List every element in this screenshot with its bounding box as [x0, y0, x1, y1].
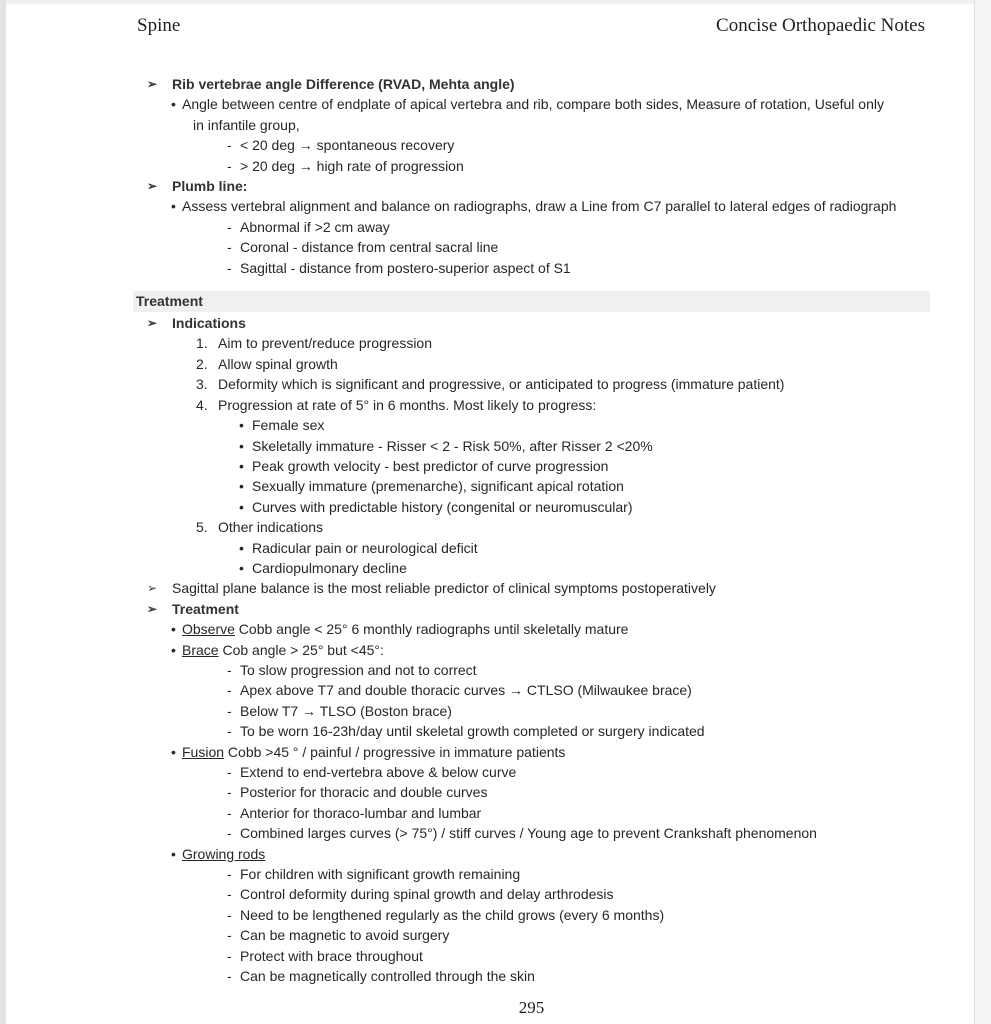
- list-item: - For children with significant growth remaining: [0, 864, 991, 884]
- list-item: 3. Deformity which is significant and progressive, or anticipated to progress (immature patient): [0, 374, 991, 394]
- number-label: 1.: [196, 335, 208, 352]
- list-item: [0, 844, 991, 864]
- list-item: - < 20 deg → spontaneous recovery: [0, 135, 991, 155]
- list-item: - Can be magnetic to avoid surgery: [0, 925, 991, 945]
- list-item: 2. Allow spinal growth: [0, 354, 991, 374]
- list-item: 1. Aim to prevent/reduce progression: [0, 333, 991, 353]
- number-label: 3.: [196, 376, 208, 393]
- list-item: ➢ Treatment: [0, 599, 991, 619]
- list-item: - Abnormal if >2 cm away: [0, 217, 991, 237]
- list-item: - Combined larges curves (> 75°) / stiff curves / Young age to prevent Crankshaft phenomenon: [0, 823, 991, 843]
- dash-bullet-icon: -: [227, 218, 232, 235]
- arrow-bullet-icon: ➢: [147, 316, 158, 331]
- dash-bullet-icon: -: [227, 927, 232, 944]
- list-item: - Can be magnetically controlled through the skin: [0, 966, 991, 986]
- section-heading-treatment: Treatment: [133, 291, 930, 312]
- dot-bullet-icon: •: [239, 417, 244, 434]
- dash-bullet-icon: -: [227, 661, 232, 678]
- list-item: - Anterior for thoraco-lumbar and lumbar: [0, 803, 991, 823]
- arrow-bullet-icon: ➢: [147, 77, 158, 91]
- list-item: • Female sex: [0, 415, 991, 435]
- list-item: • Assess vertebral alignment and balance on radiographs, draw a Line from C7 parallel to lateral edges of radiograph: [0, 196, 991, 216]
- dash-bullet-icon: -: [227, 906, 232, 923]
- dot-bullet-icon: •: [171, 641, 176, 658]
- dash-bullet-icon: -: [227, 137, 232, 154]
- underlined-lead-text: Fusion Cobb >45 ° / painful / progressive in immature patients: [182, 743, 566, 760]
- dot-bullet-icon: •: [239, 559, 244, 576]
- list-item: - Sagittal - distance from postero-superior aspect of S1: [0, 258, 991, 278]
- page-number: 295: [518, 998, 545, 1017]
- list-item: • Peak growth velocity - best predictor of curve progression: [0, 456, 991, 476]
- list-item: ➢ Plumb line:: [0, 176, 991, 196]
- dot-bullet-icon: •: [171, 743, 176, 760]
- list-item: [0, 742, 991, 762]
- document-header: [137, 15, 925, 37]
- dash-bullet-icon: -: [227, 157, 232, 174]
- page-edge-top: [0, 0, 991, 4]
- arrow-bullet-icon: ➢: [147, 601, 158, 616]
- dash-bullet-icon: -: [227, 947, 232, 964]
- list-item: - Control deformity during spinal growth and delay arthrodesis: [0, 884, 991, 904]
- list-item: [0, 640, 991, 660]
- dash-bullet-icon: -: [227, 825, 232, 842]
- list-item: • Radicular pain or neurological deficit: [0, 538, 991, 558]
- dot-bullet-icon: •: [239, 457, 244, 474]
- list-item: 4. Progression at rate of 5° in 6 months. Most likely to progress:: [0, 395, 991, 415]
- arrow-bullet-icon: ➢: [147, 581, 158, 596]
- dash-bullet-icon: -: [227, 804, 232, 821]
- dot-bullet-icon: •: [171, 96, 176, 113]
- dash-bullet-icon: -: [227, 764, 232, 780]
- dash-bullet-icon: -: [227, 682, 232, 699]
- number-label: 5.: [196, 519, 208, 536]
- dot-bullet-icon: •: [171, 845, 176, 862]
- underlined-lead-text: Brace Cob angle > 25° but <45°:: [182, 641, 384, 658]
- number-label: 4.: [196, 396, 208, 413]
- dot-bullet-icon: •: [239, 437, 244, 454]
- list-item: • Curves with predictable history (congenital or neuromuscular): [0, 497, 991, 517]
- number-label: 2.: [196, 355, 208, 372]
- dash-bullet-icon: -: [227, 784, 232, 801]
- list-item: 5. Other indications: [0, 517, 991, 537]
- dash-bullet-icon: -: [227, 239, 232, 256]
- dot-bullet-icon: •: [171, 621, 176, 638]
- underlined-lead-text: Observe Cobb angle < 25° 6 monthly radiographs until skeletally mature: [182, 621, 629, 638]
- list-item: - Posterior for thoracic and double curves: [0, 782, 991, 802]
- list-item: - Apex above T7 and double thoracic curves → CTLSO (Milwaukee brace): [0, 680, 991, 700]
- list-item: - Protect with brace throughout: [0, 946, 991, 966]
- list-item: - To slow progression and not to correct: [0, 660, 991, 680]
- list-item: ➢ Indications: [0, 313, 991, 333]
- list-item: [0, 619, 991, 639]
- list-item: • Skeletally immature - Risser < 2 - Risk 50%, after Risser 2 <20%: [0, 436, 991, 456]
- list-item: [0, 94, 991, 135]
- list-item: - Need to be lengthened regularly as the child grows (every 6 months): [0, 905, 991, 925]
- underlined-lead-text: Growing rods: [182, 845, 266, 862]
- document-body: [0, 74, 991, 986]
- dot-bullet-icon: •: [171, 198, 176, 215]
- header-book-title: Concise Orthopaedic Notes: [716, 15, 925, 36]
- dash-bullet-icon: -: [227, 866, 232, 883]
- dash-bullet-icon: -: [227, 702, 232, 719]
- list-item: ➢ Rib vertebrae angle Difference (RVAD, Mehta angle): [0, 74, 991, 94]
- arrow-bullet-icon: ➢: [147, 179, 158, 194]
- header-chapter-title: Spine: [137, 15, 181, 36]
- list-item: • Cardiopulmonary decline: [0, 558, 991, 578]
- dash-bullet-icon: -: [227, 723, 232, 740]
- dot-bullet-icon: •: [239, 539, 244, 556]
- dash-bullet-icon: -: [227, 968, 232, 985]
- list-item: - Below T7 → TLSO (Boston brace): [0, 701, 991, 721]
- list-item: - > 20 deg → high rate of progression: [0, 156, 991, 176]
- wrapped-text: Angle between centre of endplate of apical vertebra and rib, compare both sides, Measure of rotation, Useful only in infantile group,: [182, 96, 884, 133]
- dash-bullet-icon: -: [227, 259, 232, 276]
- dot-bullet-icon: •: [239, 498, 244, 515]
- list-item: - To be worn 16-23h/day until skeletal growth completed or surgery indicated: [0, 721, 991, 741]
- list-item: - Coronal - distance from central sacral line: [0, 237, 991, 257]
- dot-bullet-icon: •: [239, 478, 244, 495]
- list-item: ➢ Sagittal plane balance is the most reliable predictor of clinical symptoms postoperatively: [0, 578, 991, 598]
- list-item: - Extend to end-vertebra above & below curve: [0, 762, 991, 782]
- dash-bullet-icon: -: [227, 886, 232, 903]
- list-item: • Sexually immature (premenarche), significant apical rotation: [0, 476, 991, 496]
